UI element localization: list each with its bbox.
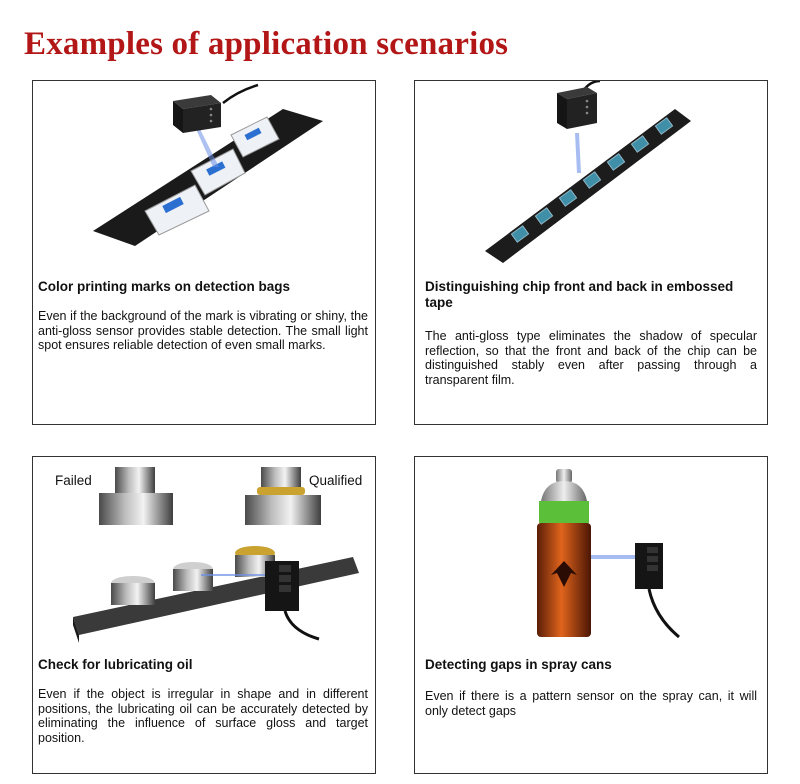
scenario-card-chip-tape <box>414 80 768 425</box>
sensor-chip-tape-icon <box>415 81 767 271</box>
scenario-card-bag-marks <box>32 80 376 425</box>
scenario-card-spray-can <box>414 456 768 774</box>
card-description: Even if the object is irregular in shape and in different positions, the lubricating oil can be accurately detected by eliminating the influence of surface gloss and target position. <box>38 687 368 745</box>
card-title: Color printing marks on detection bags <box>38 279 291 294</box>
card-description: The anti-gloss type eliminates the shadow of specular reflection, so that the front and back of the chip can be distinguished stably even after passing through a transparent film. <box>425 329 757 387</box>
qualified-label: Qualified <box>309 473 363 488</box>
card-title: Check for lubricating oil <box>38 657 193 672</box>
card-title: Detecting gaps in spray cans <box>425 657 612 672</box>
sensor-bag-marks-icon <box>33 81 375 271</box>
card-description: Even if there is a pattern sensor on the spray can, it will only detect gaps <box>425 689 757 718</box>
card-description: Even if the background of the mark is vibrating or shiny, the anti-gloss sensor provides stable detection. The small light spot ensures reliable detection of even small marks. <box>38 309 368 352</box>
failed-label: Failed <box>55 473 92 488</box>
page-title: Examples of application scenarios <box>24 26 509 62</box>
scenario-card-lubricating-oil <box>32 456 376 774</box>
sensor-spray-can-icon <box>415 457 767 647</box>
card-title: Distinguishing chip front and back in embossed tape <box>425 279 734 310</box>
